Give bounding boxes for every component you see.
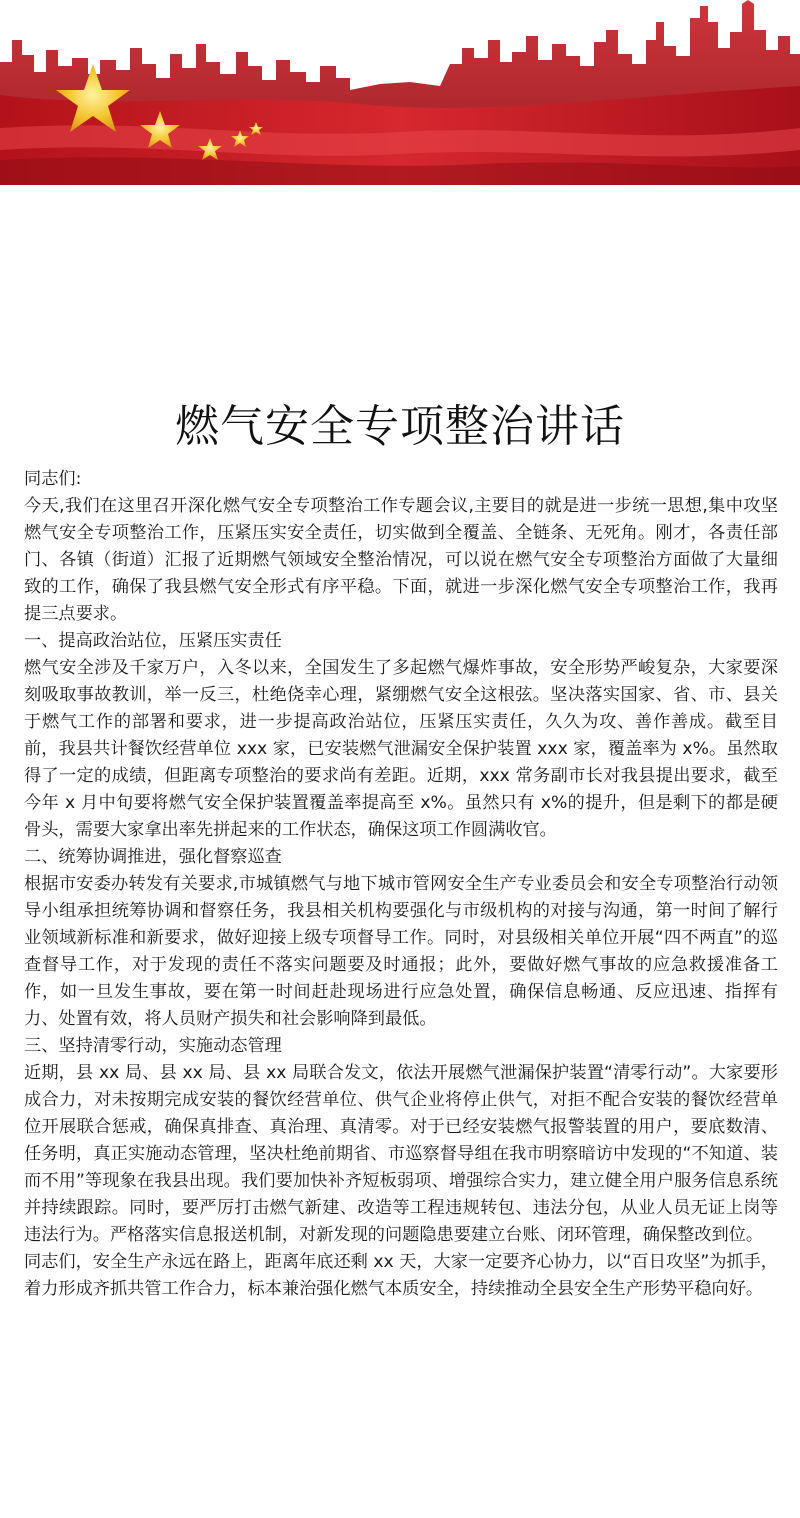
- skyline-decoration: [0, 0, 800, 185]
- section-body-2: 根据市安委办转发有关要求,市城镇燃气与地下城市管网安全生产专业委员会和安全专项整治行动领导小组承担统筹协调和督察任务，我县相关机构要强化与市级机构的对接与沟通，第一时间了解行业领域新标准和新要求，做好迎接上级专项督导工作。同时，对县级相关单位开展“四不两直”的巡查督导工作，对于发现的责任不落实问题要及时通报；此外，要做好燃气事故的应急救援准备工作，如一旦发生事故，要在第一时间赶赴现场进行应急处置，确保信息畅通、反应迅速、指挥有力、处置有效，将人员财产损失和社会影响降到最低。: [24, 874, 778, 1029]
- section-heading-3: 三、坚持清零行动，实施动态管理: [24, 1036, 282, 1056]
- closing-paragraph: 同志们，安全生产永远在路上，距离年底还剩 xx 天，大家一定要齐心协力，以“百日攻坚”为抓手，着力形成齐抓共管工作合力，标本兼治强化燃气本质安全，持续推动全县安全生产形势平稳向好。: [24, 1252, 778, 1299]
- header-banner: [0, 0, 800, 185]
- salutation: 同志们:: [24, 469, 82, 489]
- speech-body: [24, 466, 778, 1303]
- page-title: 燃气安全专项整治讲话: [175, 401, 625, 452]
- section-heading-1: 一、提高政治站位，压紧压实责任: [24, 631, 282, 651]
- section-body-3: 近期，县 xx 局、县 xx 局、县 xx 局联合发文，依法开展燃气泄漏保护装置“清零行动”。大家要形成合力，对未按期完成安装的餐饮经营单位、供气企业将停止供气，对拒不配合安装的餐饮经营单位开展联合惩戒，确保真排查、真治理、真清零。对于已经安装燃气报警装置的用户，要底数清、任务明，真正实施动态管理，坚决杜绝前期省、市巡察督导组在我市明察暗访中发现的“不知道、装而不用”等现象在我县出现。我们要加快补齐短板弱项、增强综合实力，建立健全用户服务信息系统并持续跟踪。同时，要严厉打击燃气新建、改造等工程违规转包、违法分包，从业人员无证上岗等违法行为。严格落实信息报送机制，对新发现的问题隐患要建立台账、闭环管理，确保整改到位。: [24, 1063, 778, 1245]
- intro-paragraph: 今天,我们在这里召开深化燃气安全专项整治工作专题会议,主要目的就是进一步统一思想,集中攻坚燃气安全专项整治工作，压紧压实安全责任，切实做到全覆盖、全链条、无死角。刚才，各责任部门、各镇（街道）汇报了近期燃气领域安全整治情况，可以说在燃气安全专项整治方面做了大量细致的工作，确保了我县燃气安全形式有序平稳。下面，就进一步深化燃气安全专项整治工作，我再提三点要求。: [24, 496, 778, 624]
- section-heading-2: 二、统筹协调推进，强化督察巡查: [24, 847, 282, 867]
- section-body-1: 燃气安全涉及千家万户，入冬以来，全国发生了多起燃气爆炸事故，安全形势严峻复杂，大家要深刻吸取事故教训，举一反三，杜绝侥幸心理，紧绷燃气安全这根弦。坚决落实国家、省、市、县关于燃气工作的部署和要求，进一步提高政治站位，压紧压实责任，久久为攻、善作善成。截至目前，我县共计餐饮经营单位 xxx 家，已安装燃气泄漏安全保护装置 xxx 家，覆盖率为 x%。虽然取得了一定的成绩，但距离专项整治的要求尚有差距。近期，xxx 常务副市长对我县提出要求，截至今年 x 月中旬要将燃气安全保护装置覆盖率提高至 x%。虽然只有 x%的提升，但是剩下的都是硬骨头，需要大家拿出率先拼起来的工作状态，确保这项工作圆满收官。: [24, 658, 778, 840]
